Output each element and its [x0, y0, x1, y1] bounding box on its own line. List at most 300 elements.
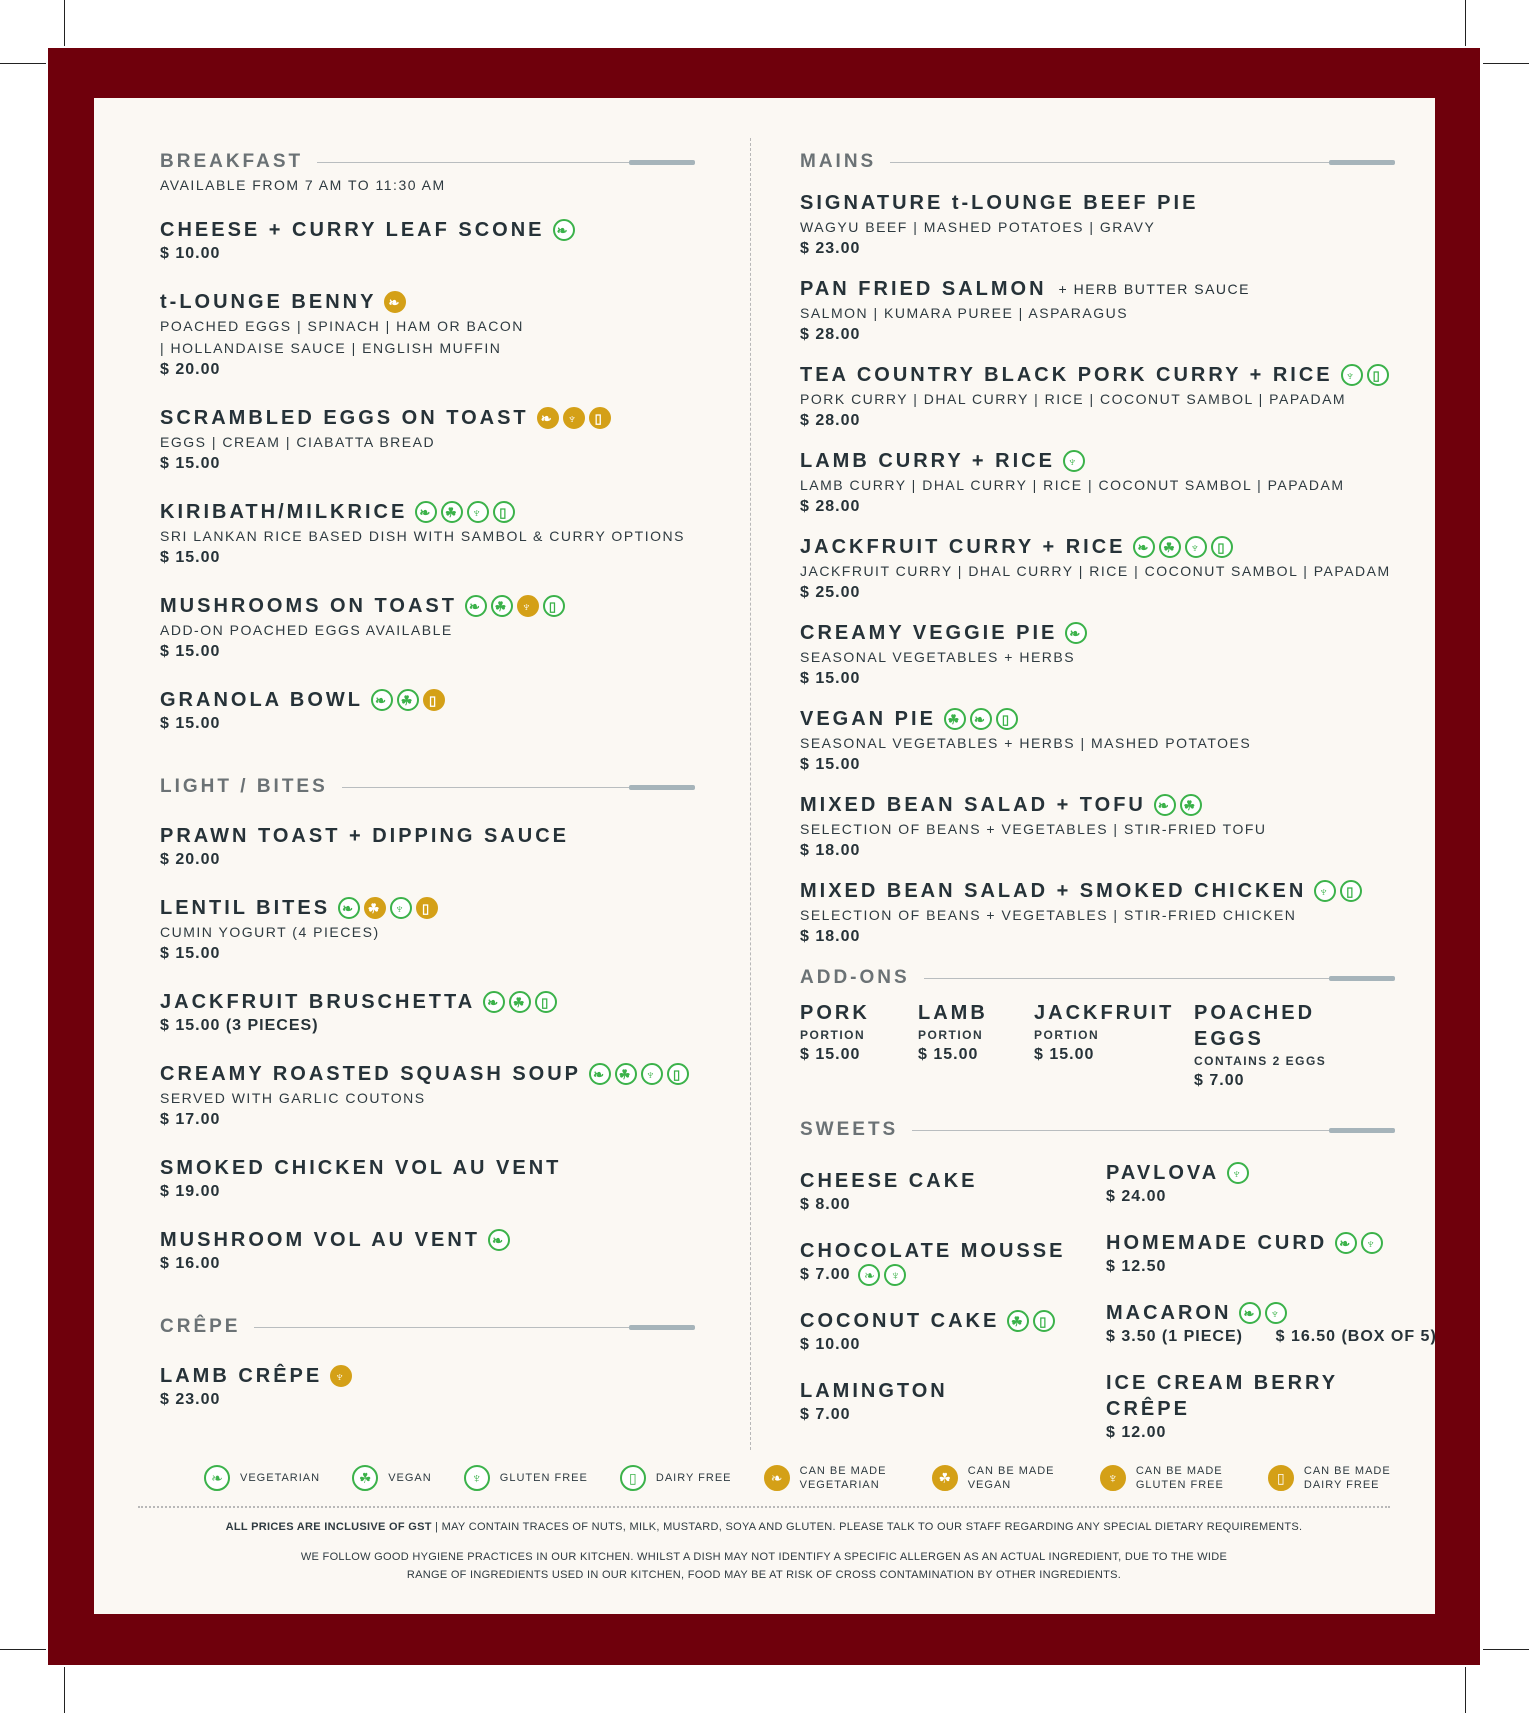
item-price: $ 15.00	[160, 715, 221, 732]
item-description: SELECTION OF BEANS + VEGETABLES | STIR-FRIED TOFU	[800, 821, 1267, 837]
item-price: $ 10.00	[800, 1336, 861, 1353]
crop-mark	[64, 0, 65, 46]
menu-item	[800, 706, 1395, 776]
item-description: SRI LANKAN RICE BASED DISH WITH SAMBOL & CURRY OPTIONS	[160, 528, 685, 544]
item-description: SALMON | KUMARA PUREE | ASPARAGUS	[800, 305, 1129, 321]
menu-item	[160, 499, 695, 569]
item-name-row	[800, 190, 1395, 216]
dairy-free-icon: ▯	[996, 708, 1018, 730]
item-price: $ 15.00	[160, 643, 221, 660]
vegan-icon: ☘	[1180, 794, 1202, 816]
crop-mark	[1483, 1649, 1529, 1650]
item-description: SEASONAL VEGETABLES + HERBS	[800, 649, 1076, 665]
section-title: LIGHT / BITES	[160, 776, 328, 797]
gluten-free-icon: ♆	[1341, 364, 1363, 386]
left-column	[160, 150, 695, 1411]
menu-item	[800, 620, 1395, 690]
sweet-item	[1106, 1160, 1396, 1216]
dairy-free-icon: ▯	[667, 1063, 689, 1085]
menu-item	[800, 792, 1395, 862]
item-name: COCONUT CAKE	[800, 1310, 1000, 1332]
item-name: PAN FRIED SALMON	[800, 278, 1047, 300]
crepe-section	[160, 1315, 695, 1411]
breakfast-items	[160, 217, 695, 735]
can-be-vegetarian-icon: ❧	[537, 407, 559, 429]
item-name: MUSHROOMS ON TOAST	[160, 595, 457, 617]
vegan-icon: ☘	[944, 708, 966, 730]
item-description: WAGYU BEEF | MASHED POTATOES | GRAVY	[800, 219, 1156, 235]
item-price: $ 15.00	[800, 756, 861, 773]
legend-label: CAN BE MADE VEGAN	[967, 1465, 1055, 1491]
item-name-row	[800, 1168, 1106, 1194]
item-price: $ 18.00	[800, 842, 861, 859]
item-name: MIXED BEAN SALAD + SMOKED CHICKEN	[800, 880, 1307, 902]
menu-item	[160, 895, 695, 965]
item-name: SMOKED CHICKEN VOL AU VENT	[160, 1157, 562, 1179]
addon-price: $ 15.00	[1034, 1046, 1095, 1063]
vegetarian-icon: ❧	[1239, 1302, 1261, 1324]
section-title: ADD-ONS	[800, 967, 910, 988]
vegetarian-icon: ❧	[465, 595, 487, 617]
legend-label: GLUTEN FREE	[499, 1472, 588, 1484]
item-name: VEGAN PIE	[800, 708, 936, 730]
item-name-row	[800, 1308, 1106, 1334]
vegetarian-icon: ❧	[553, 219, 575, 241]
dietary-icons	[1341, 364, 1389, 386]
sweet-item	[800, 1168, 1106, 1216]
gluten-free-icon: ♆	[1227, 1162, 1249, 1184]
item-description: POACHED EGGS | SPINACH | HAM OR BACON	[160, 318, 524, 334]
item-name-row	[160, 1227, 695, 1253]
menu-item	[160, 405, 695, 475]
dairy-free-icon: ▯	[493, 501, 515, 523]
item-description: ADD-ON POACHED EGGS AVAILABLE	[160, 622, 453, 638]
item-name-row	[160, 1363, 695, 1389]
can-be-vegetarian-icon: ❧	[384, 291, 406, 313]
dairy-free-icon: ▯	[535, 991, 557, 1013]
vegetarian-icon: ❧	[970, 708, 992, 730]
section-rule	[924, 978, 1395, 979]
item-name-row	[160, 1061, 695, 1087]
vegan-icon: ☘	[441, 501, 463, 523]
can-be-gluten-free-icon: ♆	[1100, 1465, 1126, 1491]
menu-item	[160, 1155, 695, 1203]
vegan-icon: ☘	[352, 1465, 378, 1491]
can-be-vegetarian-icon: ❧	[764, 1465, 790, 1491]
legend-entry	[764, 1464, 900, 1492]
item-name: JACKFRUIT BRUSCHETTA	[160, 991, 476, 1013]
item-price: $ 15.00 (3 PIECES)	[160, 1017, 319, 1034]
legend-entry	[204, 1465, 320, 1491]
section-header	[800, 150, 1395, 174]
gluten-free-icon: ♆	[467, 501, 489, 523]
section-rule	[912, 1130, 1395, 1131]
section-rule	[342, 787, 695, 788]
item-price: $ 23.00	[160, 1391, 221, 1408]
footer-note-2	[154, 1548, 1374, 1584]
vegan-icon: ☘	[491, 595, 513, 617]
menu-item	[160, 1363, 695, 1411]
mains-section	[800, 150, 1395, 948]
dietary-icons	[415, 501, 515, 523]
can-be-gluten-free-icon: ♆	[330, 1365, 352, 1387]
item-name-row	[800, 706, 1395, 732]
menu-page	[94, 98, 1435, 1614]
item-name-row	[800, 1238, 1106, 1264]
item-price: $ 19.00	[160, 1183, 221, 1200]
gluten-free-icon: ♆	[390, 897, 412, 919]
legend-label: VEGAN	[388, 1472, 432, 1484]
item-price: $ 20.00	[160, 361, 221, 378]
gluten-free-icon: ♆	[464, 1465, 490, 1491]
item-description: SERVED WITH GARLIC COUTONS	[160, 1090, 426, 1106]
menu-item	[800, 190, 1395, 260]
hygiene-note-line-2: RANGE OF INGREDIENTS USED IN OUR KITCHEN, FOOD MAY BE AT RISK OF CROSS CONTAMINATION BY OTHER INGREDIENTS.	[406, 1569, 1122, 1581]
crop-mark	[64, 1667, 65, 1713]
dairy-free-icon: ▯	[620, 1465, 646, 1491]
section-header	[160, 1315, 695, 1339]
dietary-icons	[1063, 450, 1085, 472]
crop-mark	[1465, 0, 1466, 46]
dietary-icons	[1154, 794, 1202, 816]
addon-note: PORTION	[1034, 1028, 1100, 1042]
item-name: CHOCOLATE MOUSSE	[800, 1240, 1066, 1262]
dietary-icons	[330, 1365, 352, 1387]
item-name: GRANOLA BOWL	[160, 689, 364, 711]
item-price: $ 24.00	[1106, 1188, 1167, 1205]
dietary-icons	[483, 991, 557, 1013]
item-name: SIGNATURE t-LOUNGE BEEF PIE	[800, 192, 1199, 214]
item-name-row	[160, 499, 695, 525]
crop-mark	[0, 63, 46, 64]
item-name: LAMB CURRY + RICE	[800, 450, 1055, 472]
legend-entry	[464, 1465, 588, 1491]
item-name: ICE CREAM BERRY CRÊPE	[1106, 1372, 1338, 1420]
section-header	[160, 150, 695, 174]
dairy-free-icon: ▯	[1211, 536, 1233, 558]
crop-mark	[0, 1649, 46, 1650]
item-name: JACKFRUIT CURRY + RICE	[800, 536, 1126, 558]
item-price: $ 20.00	[160, 851, 221, 868]
item-price: $ 23.00	[800, 240, 861, 257]
item-price: $ 16.00	[160, 1255, 221, 1272]
allergen-note: | MAY CONTAIN TRACES OF NUTS, MILK, MUSTARD, SOYA AND GLUTEN. PLEASE TALK TO OUR STAFF REGARDING ANY SPECIAL DIETARY REQUIREMENTS.	[431, 1521, 1303, 1533]
vegetarian-icon: ❧	[483, 991, 505, 1013]
addon-name: PORK	[800, 1002, 870, 1024]
item-name: MUSHROOM VOL AU VENT	[160, 1229, 481, 1251]
item-price: $ 18.00	[800, 928, 861, 945]
item-name: t-LOUNGE BENNY	[160, 291, 377, 313]
item-name-row	[800, 276, 1395, 302]
menu-item	[160, 1061, 695, 1131]
crepe-items	[160, 1363, 695, 1411]
item-description: SEASONAL VEGETABLES + HERBS | MASHED POTATOES	[800, 735, 1252, 751]
addon-item	[1034, 1000, 1194, 1090]
item-name-row	[160, 823, 695, 849]
item-name-row	[800, 362, 1395, 388]
sweet-item	[800, 1238, 1106, 1286]
vegetarian-icon: ❧	[204, 1465, 230, 1491]
menu-item	[160, 687, 695, 735]
vegetarian-icon: ❧	[858, 1264, 880, 1286]
item-name-row	[160, 405, 695, 431]
menu-item	[800, 878, 1395, 948]
dietary-icons	[553, 219, 575, 241]
item-name: CHEESE + CURRY LEAF SCONE	[160, 219, 545, 241]
footer-divider	[138, 1506, 1390, 1508]
item-name: MIXED BEAN SALAD + TOFU	[800, 794, 1146, 816]
dairy-free-icon: ▯	[1340, 880, 1362, 902]
gluten-free-icon: ♆	[641, 1063, 663, 1085]
menu-item	[800, 276, 1395, 346]
hygiene-note-line-1: WE FOLLOW GOOD HYGIENE PRACTICES IN OUR KITCHEN. WHILST A DISH MAY NOT IDENTIFY A SPECIFIC ALLERGEN AS AN ACTUAL INGREDIENT, DUE TO THE WIDE	[300, 1551, 1228, 1563]
sweet-item	[1106, 1230, 1396, 1286]
vegan-icon: ☘	[1007, 1310, 1029, 1332]
vegan-icon: ☘	[397, 689, 419, 711]
dairy-free-icon: ▯	[1033, 1310, 1055, 1332]
item-name-row	[800, 1378, 1106, 1404]
vegetarian-icon: ❧	[371, 689, 393, 711]
price-row	[800, 1264, 1106, 1286]
dietary-icons	[537, 407, 611, 429]
addon-price: $ 15.00	[800, 1046, 861, 1063]
dietary-icons	[1227, 1162, 1249, 1184]
item-price: $ 15.00	[160, 945, 221, 962]
item-price: $ 15.00	[160, 455, 221, 472]
menu-item	[800, 448, 1395, 518]
item-description: | HOLLANDAISE SAUCE | ENGLISH MUFFIN	[160, 340, 502, 356]
legend-label: VEGETARIAN	[240, 1472, 321, 1484]
item-price: $ 28.00	[800, 326, 861, 343]
crop-mark	[1483, 63, 1529, 64]
addons-section	[800, 966, 1395, 1090]
section-rule	[890, 162, 1395, 163]
item-name: MACARON	[1106, 1302, 1232, 1324]
right-column	[800, 150, 1437, 1444]
sweet-item	[1106, 1370, 1396, 1444]
can-be-gluten-free-icon: ♆	[517, 595, 539, 617]
item-name: CREAMY ROASTED SQUASH SOUP	[160, 1063, 582, 1085]
dietary-legend	[204, 1464, 1404, 1492]
item-price: $ 15.00	[160, 549, 221, 566]
item-name-row	[160, 1155, 695, 1181]
item-price: $ 12.00	[1106, 1424, 1167, 1441]
item-name-row	[160, 895, 695, 921]
item-name: CHEESE CAKE	[800, 1170, 978, 1192]
can-be-vegan-icon: ☘	[364, 897, 386, 919]
item-name-row	[1106, 1230, 1396, 1256]
vegetarian-icon: ❧	[1065, 622, 1087, 644]
dairy-free-icon: ▯	[1367, 364, 1389, 386]
can-be-vegan-icon: ☘	[932, 1465, 958, 1491]
dietary-icons	[384, 291, 406, 313]
vegetarian-icon: ❧	[1133, 536, 1155, 558]
item-price: $ 7.00	[800, 1266, 851, 1283]
item-price: $ 10.00	[160, 245, 221, 262]
section-title: CRÊPE	[160, 1316, 241, 1337]
item-name-row	[800, 878, 1395, 904]
addon-name: POACHED EGGS	[1194, 1002, 1316, 1050]
dietary-icons	[1133, 536, 1233, 558]
addon-name: JACKFRUIT	[1034, 1002, 1175, 1024]
addon-price: $ 15.00	[918, 1046, 979, 1063]
item-name: SCRAMBLED EGGS ON TOAST	[160, 407, 529, 429]
menu-item	[160, 1227, 695, 1275]
addon-note: PORTION	[800, 1028, 866, 1042]
dietary-icons	[371, 689, 445, 711]
item-name-row	[1106, 1370, 1396, 1422]
section-header	[800, 1118, 1395, 1142]
section-rule	[254, 1327, 695, 1328]
legend-label: CAN BE MADE GLUTEN FREE	[1135, 1465, 1224, 1491]
item-description: JACKFRUIT CURRY | DHAL CURRY | RICE | COCONUT SAMBOL | PAPADAM	[800, 563, 1391, 579]
gluten-free-icon: ♆	[1314, 880, 1336, 902]
item-name-row	[160, 687, 695, 713]
section-title: SWEETS	[800, 1119, 899, 1140]
vegetarian-icon: ❧	[1335, 1232, 1357, 1254]
item-name-row	[1106, 1160, 1396, 1186]
item-name-extra: + HERB BUTTER SAUCE	[1058, 281, 1250, 297]
item-price: $ 8.00	[800, 1196, 851, 1213]
item-price: $ 7.00	[800, 1406, 851, 1423]
gluten-free-icon: ♆	[884, 1264, 906, 1286]
sweets-section	[800, 1118, 1437, 1444]
gluten-free-icon: ♆	[1185, 536, 1207, 558]
vegetarian-icon: ❧	[589, 1063, 611, 1085]
sweet-item	[800, 1308, 1106, 1356]
gluten-free-icon: ♆	[1063, 450, 1085, 472]
sweets-grid	[800, 1146, 1437, 1444]
legend-label: CAN BE MADE VEGETARIAN	[799, 1465, 887, 1491]
item-price: $ 12.50	[1106, 1258, 1167, 1275]
vegetarian-icon: ❧	[338, 897, 360, 919]
vegan-icon: ☘	[1159, 536, 1181, 558]
dietary-icons	[944, 708, 1018, 730]
vegetarian-icon: ❧	[415, 501, 437, 523]
section-title: BREAKFAST	[160, 151, 304, 172]
item-price: $ 25.00	[800, 584, 861, 601]
legend-entry	[932, 1464, 1068, 1492]
item-price: $ 28.00	[800, 412, 861, 429]
legend-entry	[620, 1465, 732, 1491]
dairy-free-icon: ▯	[543, 595, 565, 617]
item-name: LENTIL BITES	[160, 897, 331, 919]
item-name-row	[160, 289, 695, 315]
item-name: PAVLOVA	[1106, 1162, 1220, 1184]
can-be-dairy-free-icon: ▯	[589, 407, 611, 429]
dietary-icons	[338, 897, 438, 919]
crop-mark	[1465, 1667, 1466, 1713]
can-be-dairy-free-icon: ▯	[423, 689, 445, 711]
dietary-icons	[858, 1264, 906, 1286]
gluten-free-icon: ♆	[1361, 1232, 1383, 1254]
item-name-row	[800, 534, 1395, 560]
item-name-row	[1106, 1300, 1396, 1326]
item-name-row	[160, 593, 695, 619]
legend-label: DAIRY FREE	[655, 1472, 732, 1484]
addon-name: LAMB	[918, 1002, 988, 1024]
legend-entry	[1268, 1464, 1404, 1492]
dietary-icons	[589, 1063, 689, 1085]
dietary-icons	[1007, 1310, 1055, 1332]
item-name: TEA COUNTRY BLACK PORK CURRY + RICE	[800, 364, 1333, 386]
item-name: PRAWN TOAST + DIPPING SAUCE	[160, 825, 570, 847]
item-name-row	[800, 792, 1395, 818]
dietary-icons	[1335, 1232, 1383, 1254]
addons-grid	[800, 1000, 1395, 1090]
sweet-item	[1106, 1300, 1437, 1356]
vegetarian-icon: ❧	[488, 1229, 510, 1251]
item-name: CREAMY VEGGIE PIE	[800, 622, 1058, 644]
light-bites-section	[160, 775, 695, 1275]
item-name: LAMINGTON	[800, 1380, 948, 1402]
item-description: PORK CURRY | DHAL CURRY | RICE | COCONUT SAMBOL | PAPADAM	[800, 391, 1347, 407]
mains-items	[800, 190, 1395, 948]
addon-price: $ 7.00	[1194, 1072, 1245, 1089]
column-divider	[750, 138, 751, 1450]
addon-note: PORTION	[918, 1028, 984, 1042]
addon-note: CONTAINS 2 EGGS	[1194, 1054, 1327, 1068]
footer-note-1	[154, 1518, 1374, 1536]
section-header	[160, 775, 695, 799]
section-title: MAINS	[800, 151, 877, 172]
item-description: EGGS | CREAM | CIABATTA BREAD	[160, 434, 436, 450]
sweet-item	[800, 1378, 1106, 1444]
item-name-row	[160, 217, 695, 243]
menu-item	[800, 362, 1395, 432]
vegan-icon: ☘	[615, 1063, 637, 1085]
section-subtitle: AVAILABLE FROM 7 AM TO 11:30 AM	[160, 177, 446, 193]
dietary-icons	[1239, 1302, 1287, 1324]
menu-item	[800, 534, 1395, 604]
gluten-free-icon: ♆	[1265, 1302, 1287, 1324]
item-description: SELECTION OF BEANS + VEGETABLES | STIR-FRIED CHICKEN	[800, 907, 1297, 923]
dietary-icons	[1065, 622, 1087, 644]
can-be-dairy-free-icon: ▯	[416, 897, 438, 919]
addon-item	[918, 1000, 1034, 1090]
item-price: $ 17.00	[160, 1111, 221, 1128]
menu-item	[160, 989, 695, 1037]
menu-item	[160, 289, 695, 381]
item-name-row	[800, 620, 1395, 646]
gst-note: ALL PRICES ARE INCLUSIVE OF GST	[225, 1521, 432, 1533]
item-name: LAMB CRÊPE	[160, 1365, 323, 1387]
item-description: LAMB CURRY | DHAL CURRY | RICE | COCONUT SAMBOL | PAPADAM	[800, 477, 1345, 493]
breakfast-section	[160, 150, 695, 735]
legend-entry	[1100, 1464, 1236, 1492]
addon-item	[800, 1000, 918, 1090]
item-price: $ 3.50 (1 PIECE) $ 16.50 (BOX OF 5)	[1106, 1328, 1437, 1345]
vegetarian-icon: ❧	[1154, 794, 1176, 816]
item-price: $ 28.00	[800, 498, 861, 515]
dietary-icons	[465, 595, 565, 617]
light-bites-items	[160, 823, 695, 1275]
section-rule	[317, 162, 695, 163]
section-header	[800, 966, 1395, 990]
legend-entry	[352, 1465, 432, 1491]
can-be-gluten-free-icon: ♆	[563, 407, 585, 429]
menu-item	[160, 217, 695, 265]
addon-item	[1194, 1000, 1354, 1090]
dietary-icons	[488, 1229, 510, 1251]
item-description: CUMIN YOGURT (4 PIECES)	[160, 924, 380, 940]
dietary-icons	[1314, 880, 1362, 902]
item-name: HOMEMADE CURD	[1106, 1232, 1328, 1254]
vegan-icon: ☘	[509, 991, 531, 1013]
item-price: $ 15.00	[800, 670, 861, 687]
legend-label: CAN BE MADE DAIRY FREE	[1303, 1465, 1391, 1491]
item-name-row	[800, 448, 1395, 474]
